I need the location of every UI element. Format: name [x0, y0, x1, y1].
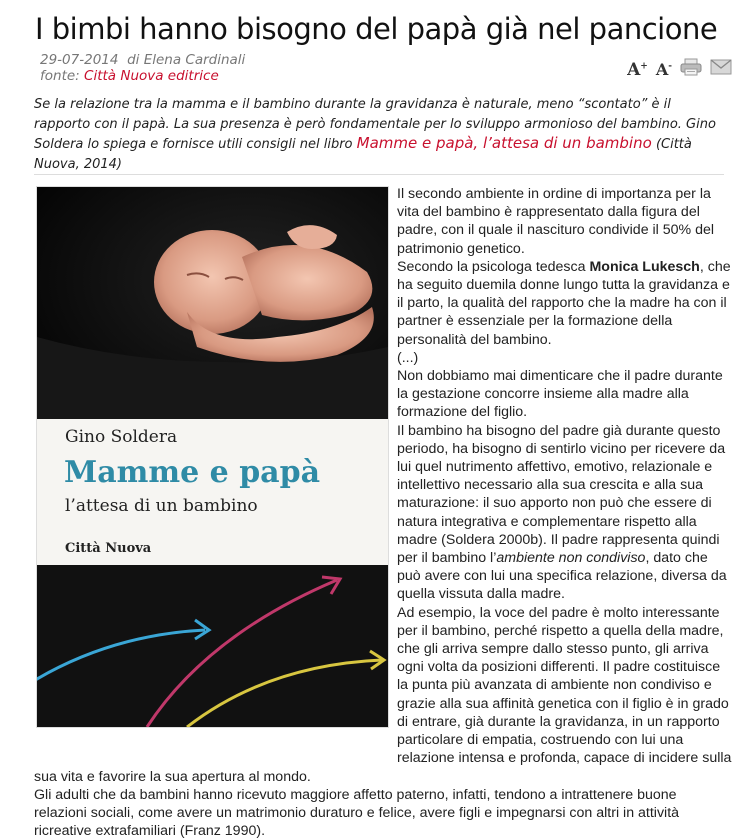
cover-author: Gino Soldera	[65, 427, 178, 447]
article-meta	[40, 52, 245, 84]
author-prefix: di	[127, 52, 140, 68]
envelope-icon[interactable]	[710, 59, 732, 80]
book-link[interactable]: Mamme e papà, l’attesa di un bambino	[356, 134, 652, 152]
cover-float-spacer	[34, 185, 397, 755]
article-body	[34, 185, 732, 840]
body-paragraph: Gli adulti che da bambini hanno ricevuto maggiore affetto paterno, infatti, tendono a intrattenere buone relazioni sociali, come avere un matrimonio duraturo e felice, avere figli e impegnarsi con altri in attività ricreative extrafamiliari (Franz 1990).	[34, 786, 680, 840]
decrease-font-button[interactable]: A-	[655, 60, 672, 79]
article-toolbar	[627, 58, 732, 81]
cover-subtitle: l’attesa di un bambino	[65, 496, 258, 516]
article-summary	[34, 95, 724, 174]
source-label: fonte:	[40, 68, 80, 84]
increase-font-button[interactable]: A+	[627, 59, 648, 80]
body-paragraph: Il bambino ha bisogno del padre già durante questo periodo, ha bisogno di sentirlo vicino per ricevere da lui quel nutrimento affettivo, emotivo, relazionale e intellettivo necessario alla sua crescita e alla sua maturazione: il suo apporto non può che essere di natura integrativa e complementare rispetto alla madre (Soldera 2000b). Il padre rappresenta quindi per il bambino l’ambiente non condiviso, dato che può avere con lui una specifica relazione, diversa da quella vissuta dalla madre.	[397, 422, 727, 603]
cover-title: Mamme e papà	[64, 455, 321, 490]
article-date: 29-07-2014	[40, 52, 119, 68]
body-paragraph: Il secondo ambiente in ordine di importanza per la vita del bambino è rappresentato dalla figura del padre, con il quale il nascituro condivide il 50% del patrimonio genetico.	[397, 186, 715, 257]
printer-icon[interactable]	[680, 58, 702, 81]
body-paragraph: Non dobbiamo mai dimenticare che il padre durante la gestazione concorre insieme alla madre alla formazione del figlio.	[397, 368, 723, 421]
divider	[34, 174, 724, 175]
byline	[40, 52, 245, 68]
article-author[interactable]: Elena Cardinali	[143, 52, 246, 68]
article-title: I bimbi hanno bisogno del papà già nel pancione	[35, 12, 718, 46]
italic-term: ambiente non condiviso	[496, 550, 646, 567]
body-paragraph: Ad esempio, la voce del padre è molto interessante per il bambino, perché rispetto a quella della madre, che gli arriva sempre dallo stesso punto, gli arriva ogni volta da posizioni differenti. Il padre costituisce la punta più avanzata di ambiente non condiviso e grazie alla sua affinità genetica con il figlio è in grado di entrare, già durante la gravidanza, in un rapporto particolare di empatia, costruendo con lui una relazione intensa e profonda, capace di incidere sulla sua vita e favorire la sua apertura al mondo.	[34, 604, 732, 785]
body-paragraph: Secondo la psicologa tedesca Monica Lukesch, che ha seguito duemila donne lungo tutta la gravidanza e il parto, la qualità del rapporto che la madre ha con il partner è essenziale per la formazione della personalità del bambino.	[397, 258, 731, 348]
psychologist-name: Monica Lukesch	[589, 258, 700, 275]
body-ellipsis: (...)	[397, 349, 419, 366]
source-line	[40, 68, 245, 84]
cover-publisher: Città Nuova	[65, 541, 152, 556]
summary-tail: (Città Nuova, 2014)	[34, 137, 692, 172]
source-link[interactable]: Città Nuova editrice	[84, 68, 219, 84]
summary-text: Se la relazione tra la mamma e il bambino durante la gravidanza è naturale, meno “scontato” è il rapporto con il papà. La sua presenza è però fondamentale per lo sviluppo armonioso del bambino. Gino Soldera lo spiega e fornisce utili consigli nel libro	[34, 97, 716, 152]
